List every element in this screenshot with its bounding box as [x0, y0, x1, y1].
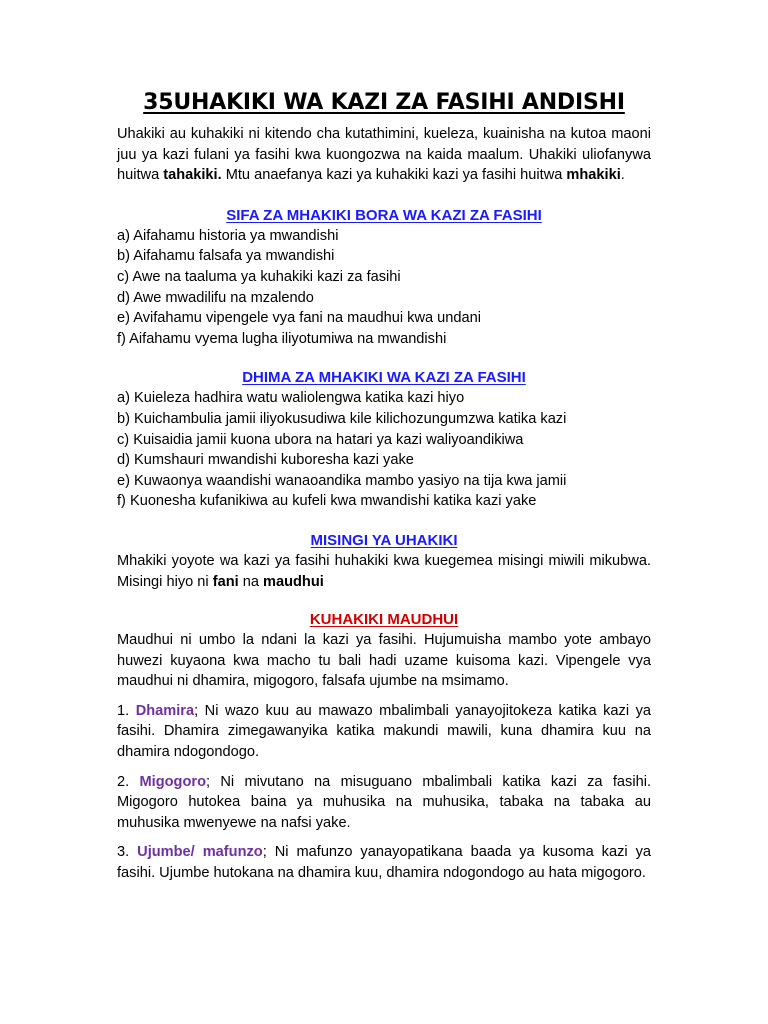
- intro-text-2: Mtu anaefanya kazi ya kuhakiki kazi ya fasihi huitwa: [221, 167, 567, 184]
- list-item: b) Kuichambulia jamii iliyokusudiwa kile kilichozungumzwa katika kazi: [117, 410, 567, 427]
- point-text: ; Ni mafunzo yanayopatikana baada ya kusoma kazi ya fasihi. Ujumbe hutokana na dhamira kuu, dhamira ndogondogo au hata migogoro.: [117, 844, 651, 882]
- term-fani: fani: [212, 573, 239, 590]
- term-migogoro: Migogoro: [139, 773, 206, 790]
- list-item: a) Aifahamu historia ya mwandishi: [117, 227, 339, 244]
- heading-dhima: DHIMA ZA MHAKIKI WA KAZI ZA FASIHI: [242, 369, 526, 387]
- list-item: f) Aifahamu vyema lugha iliyotumiwa na mwandishi: [117, 330, 447, 347]
- intro-text-3: .: [620, 167, 625, 184]
- list-item: b) Aifahamu falsafa ya mwandishi: [117, 248, 335, 265]
- point-number: 3.: [117, 844, 138, 861]
- point-text: ; Ni wazo kuu au mawazo mbalimbali yanayojitokeza katika kazi ya fasihi. Dhamira zimegawanyika katika makundi mawili, kuna dhamira kuu na dhamira ndogondogo.: [117, 702, 651, 761]
- maudhui-point: [117, 701, 651, 763]
- misingi-paragraph: [117, 551, 651, 592]
- heading-kuhakiki-maudhui: KUHAKIKI MAUDHUI: [309, 611, 459, 629]
- intro-paragraph: [117, 124, 651, 186]
- intro-text-1: Uhakiki au kuhakiki ni kitendo cha kutathimini, kueleza, kuainisha na kutoa maoni juu ya kazi fulani ya fasihi kwa kuongozwa na kaida maalum. Uhakiki uliofanywa huitwa: [117, 126, 651, 184]
- maudhui-point: [117, 842, 651, 883]
- point-number: 2.: [117, 773, 140, 790]
- list-item: e) Avifahamu vipengele vya fani na maudhui kwa undani: [117, 310, 482, 327]
- term-mhakiki: mhakiki: [566, 167, 621, 184]
- heading-sifa: SIFA ZA MHAKIKI BORA WA KAZI ZA FASIHI: [226, 206, 542, 224]
- list-item: f) Kuonesha kufanikiwa au kufeli kwa mwandishi katika kazi yake: [117, 493, 537, 510]
- maudhui-point: [117, 772, 651, 834]
- list-item: a) Kuieleza hadhira watu waliolengwa katika kazi hiyo: [117, 390, 465, 407]
- point-number: 1.: [117, 702, 136, 719]
- list-item: d) Awe mwadilifu na mzalendo: [117, 289, 314, 306]
- list-item: c) Awe na taaluma ya kuhakiki kazi za fasihi: [117, 268, 401, 285]
- document-title: 35UHAKIKI WA KAZI ZA FASIHI ANDISHI: [143, 90, 625, 115]
- list-item: d) Kumshauri mwandishi kuboresha kazi yake: [117, 452, 414, 469]
- term-tahakiki: tahakiki.: [163, 167, 222, 184]
- dhima-list: [117, 388, 651, 512]
- sifa-list: [117, 226, 651, 350]
- maudhui-intro-paragraph: Maudhui ni umbo la ndani la kazi ya fasihi. Hujumuisha mambo yote ambayo huwezi kuyaona kwa macho tu bali hadi uzame kuisoma kazi. Vipengele vya maudhui ni dhamira, migogoro, falsafa ujumbe na msimamo.: [117, 632, 651, 690]
- misingi-text-2: na: [238, 573, 264, 590]
- term-dhamira: Dhamira: [135, 702, 195, 719]
- heading-misingi: MISINGI YA UHAKIKI: [310, 531, 458, 549]
- list-item: e) Kuwaonya waandishi wanaoandika mambo yasiyo na tija kwa jamii: [117, 472, 567, 489]
- list-item: c) Kuisaidia jamii kuona ubora na hatari ya kazi waliyoandikiwa: [117, 431, 524, 448]
- term-ujumbe: Ujumbe/ mafunzo: [137, 844, 263, 861]
- misingi-text-1: Mhakiki yoyote wa kazi ya fasihi huhakiki kwa kuegemea misingi miwili mikubwa. Misingi hiyo ni: [117, 552, 651, 590]
- point-text: ; Ni mivutano na misuguano mbalimbali katika kazi za fasihi. Migogoro hutokea baina ya muhusika na muhusika, tabaka na tabaka au muhusika mwenyewe na nafsi yake.: [117, 773, 652, 831]
- term-maudhui: maudhui: [263, 573, 324, 590]
